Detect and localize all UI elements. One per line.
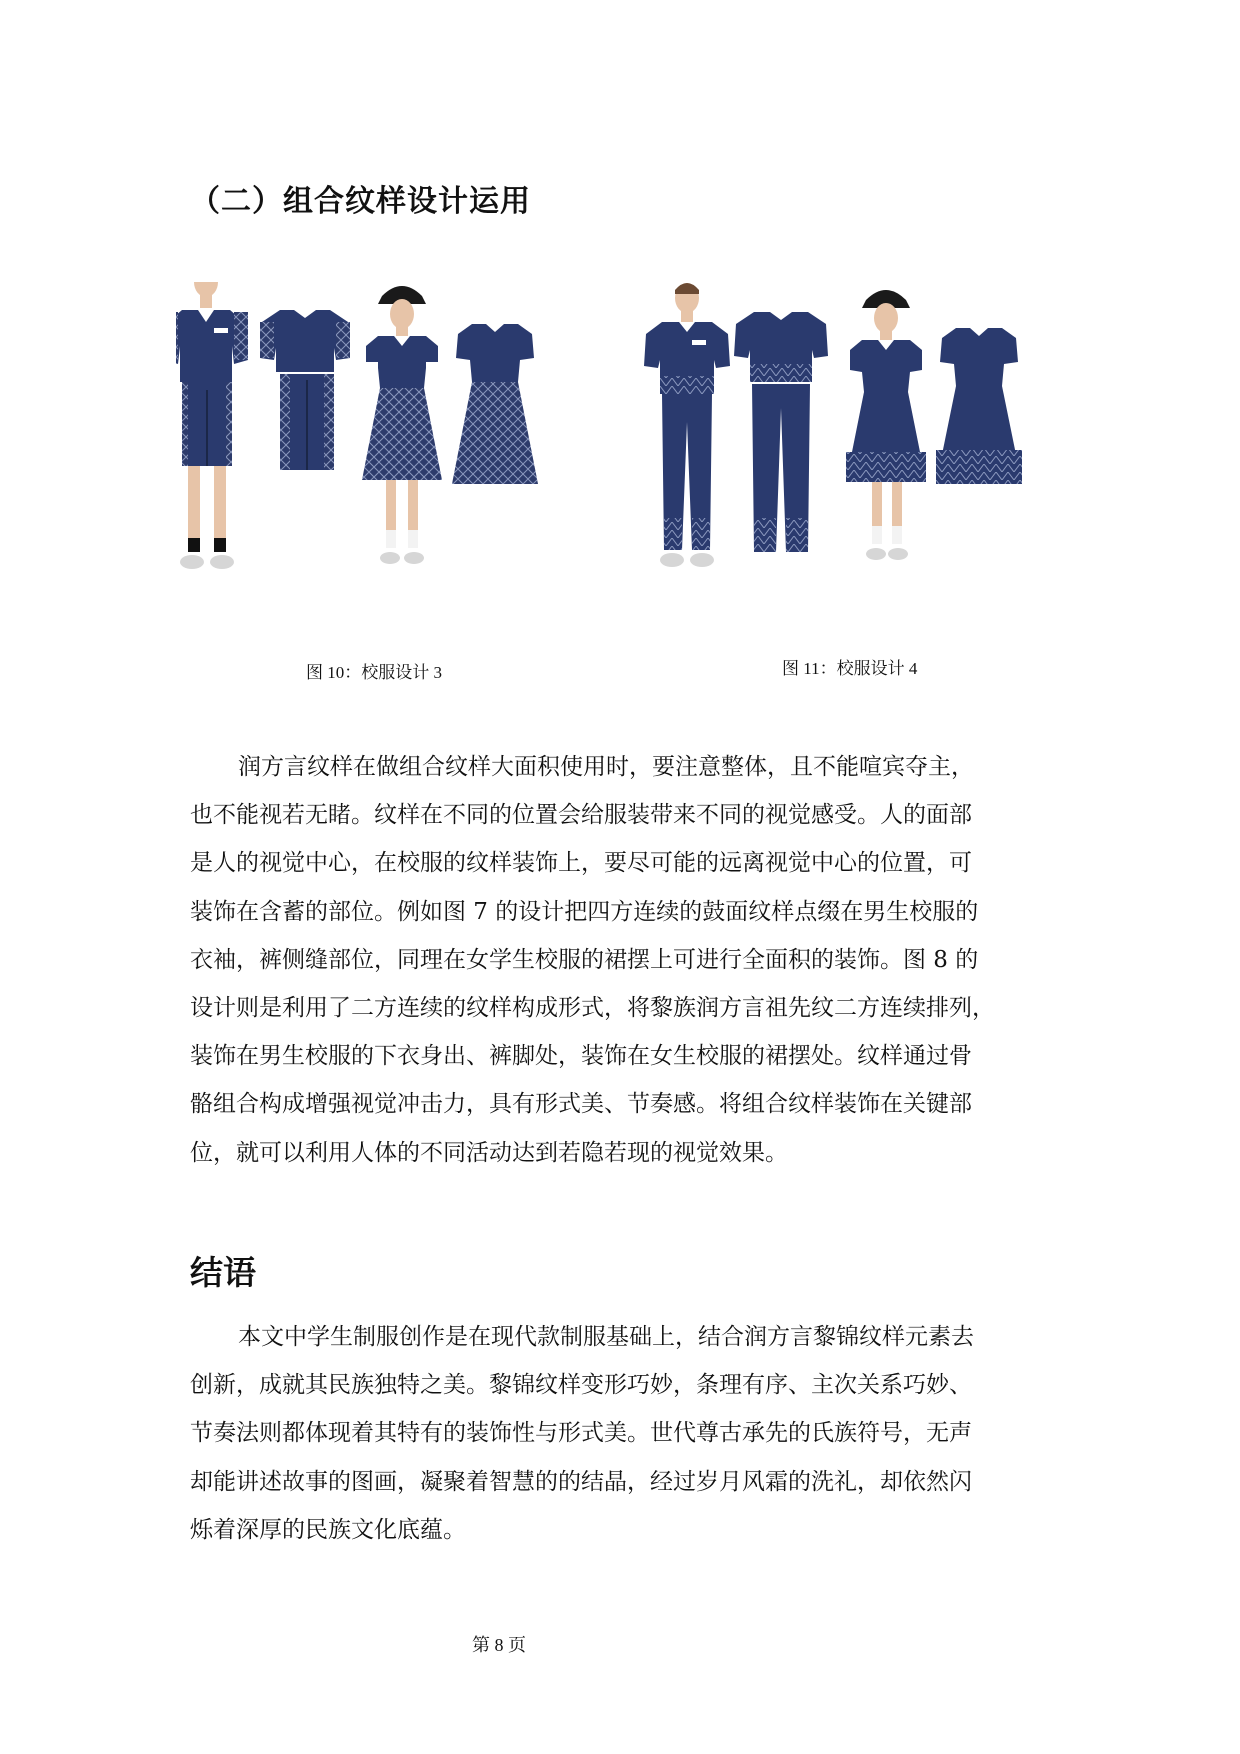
girl-dress-flat [452,324,538,484]
paragraph-line: 设计则是利用了二方连续的纹样构成形式，将黎族润方言祖先纹二方连续排列， [190,995,995,1022]
boy-model-shorts [176,282,248,569]
paragraph-line: 本文中学生制服创作是在现代款制服基础上，结合润方言黎锦纹样元素去 [238,1324,974,1350]
uniform-illustration-4 [636,282,1084,652]
figure-caption-10: 图 10：校服设计 3 [306,663,442,682]
boy-trousers-flat [734,312,828,552]
paragraph-line: 骼组合构成增强视觉冲击力，具有形式美、节奏感。将组合纹样装饰在关键部 [190,1091,972,1118]
page-number: 第 8 页 [472,1635,526,1655]
paragraph-line: 烁着深厚的民族文化底蕴。 [190,1516,466,1543]
girl-model-pleated [846,290,926,560]
paragraph-line: 创新，成就其民族独特之美。黎锦纹样变形巧妙，条理有序、主次关系巧妙、 [190,1372,972,1399]
boy-model-trousers [644,283,730,567]
paragraph-line: 也不能视若无睹。纹样在不同的位置会给服装带来不同的视觉感受。人的面部 [190,802,972,829]
figure-uniform-design-4 [636,282,1084,652]
pleated-dress-flat [936,328,1022,484]
paragraph-line: 位，就可以利用人体的不同活动达到若隐若现的视觉效果。 [190,1139,788,1166]
paragraph-line: 装饰在含蓄的部位。例如图 7 的设计把四方连续的鼓面纹样点缀在男生校服的 [190,898,979,925]
paragraph-line: 装饰在男生校服的下衣身出、裤脚处，装饰在女生校服的裙摆处。纹样通过骨 [190,1043,972,1070]
girl-model-skirt [362,286,442,564]
section-heading: （二）组合纹样设计运用 [190,184,531,219]
paragraph-line: 润方言纹样在做组合纹样大面积使用时，要注意整体，且不能喧宾夺主， [238,754,974,780]
paragraph-line: 是人的视觉中心，在校服的纹样装饰上，要尽可能的远离视觉中心的位置，可 [190,850,972,877]
uniform-illustration-3 [176,282,606,652]
paragraph-line: 却能讲述故事的图画，凝聚着智慧的的结晶，经过岁月风霜的洗礼，却依然闪 [190,1468,972,1495]
body-paragraph-2 [190,1313,1070,1554]
conclusion-heading: 结语 [190,1253,256,1292]
paragraph-line: 节奏法则都体现着其特有的装饰性与形式美。世代尊古承先的氏族符号，无声 [190,1420,972,1447]
body-paragraph-1 [190,743,1070,1177]
figure-uniform-design-3 [176,282,606,652]
paragraph-line: 衣袖，裤侧缝部位，同理在女学生校服的裙摆上可进行全面积的装饰。图 8 的 [190,946,979,973]
figure-caption-11: 图 11：校服设计 4 [782,659,918,678]
boy-garment-flat [260,310,350,470]
